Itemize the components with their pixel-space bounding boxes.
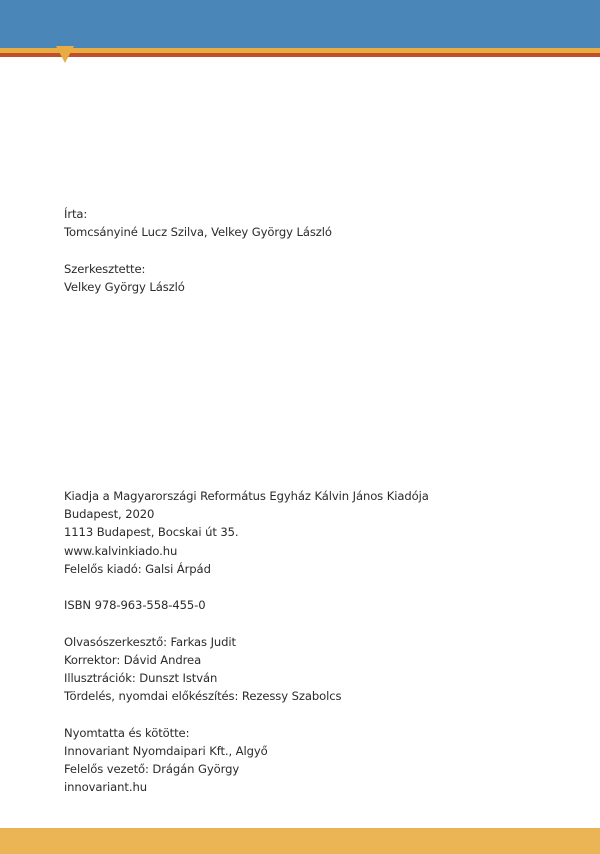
illustrations: Illusztrációk: Dunszt István	[64, 671, 218, 686]
written-by: Tomcsányiné Lucz Szilva, Velkey György László	[64, 225, 332, 240]
corrector: Korrektor: Dávid Andrea	[64, 652, 202, 667]
isbn: ISBN 978-963-558-455-0	[64, 598, 206, 613]
header-stripe-red	[0, 53, 600, 57]
publisher-website: www.kalvinkiado.hu	[64, 543, 178, 558]
place-year: Budapest, 2020	[64, 507, 155, 522]
imprint-block	[64, 487, 429, 796]
proofreading-editor: Olvasószerkesztő: Farkas Judit	[64, 634, 236, 649]
typesetting: Tördelés, nyomdai előkészítés: Rezessy Szabolcs	[64, 689, 342, 704]
spacer	[64, 614, 429, 632]
credits-block	[64, 205, 332, 296]
header-notch	[56, 46, 74, 63]
footer-band	[0, 828, 600, 854]
publisher-address: 1113 Budapest, Bocskai út 35.	[64, 525, 239, 540]
edited-by-label: Szerkesztette:	[64, 261, 146, 276]
header-band	[0, 0, 600, 48]
responsible-publisher: Felelős kiadó: Galsi Árpád	[64, 561, 211, 576]
spacer	[64, 241, 332, 259]
publisher-name: Kiadja a Magyarországi Református Egyház Kálvin János Kiadója	[64, 489, 429, 503]
printed-label: Nyomtatta és kötötte:	[64, 725, 190, 740]
edited-by: Velkey György László	[64, 279, 185, 294]
printer: Innovariant Nyomdaipari Kft., Algyő	[64, 743, 268, 758]
printer-website: innovariant.hu	[64, 780, 147, 795]
written-by-label: Írta:	[64, 207, 88, 221]
spacer	[64, 705, 429, 723]
spacer	[64, 578, 429, 596]
printer-manager: Felelős vezető: Drágán György	[64, 762, 240, 777]
